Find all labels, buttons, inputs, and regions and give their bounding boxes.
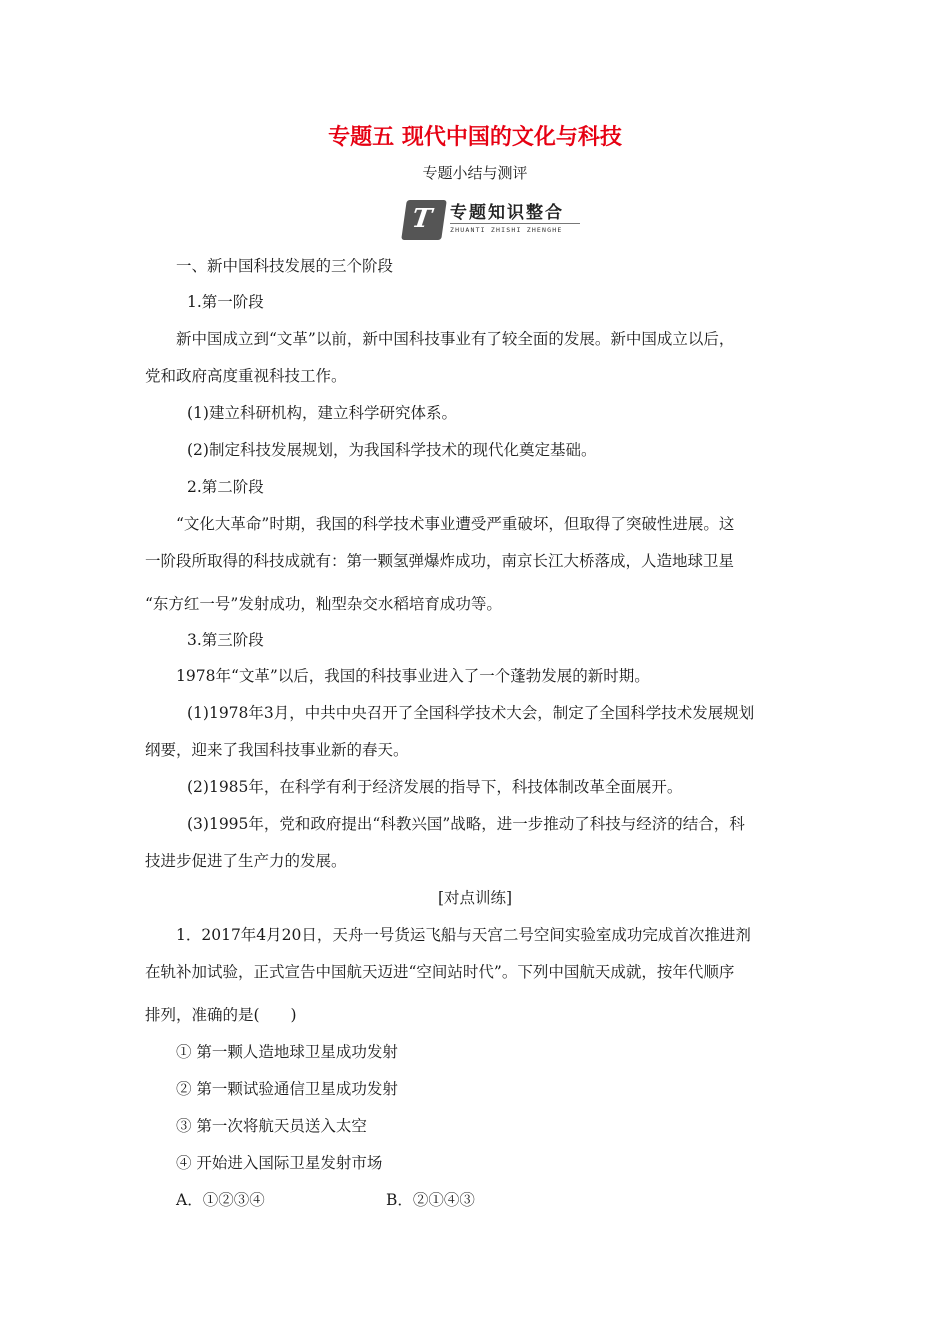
- list-item: (3)1995年，党和政府提出“科教兴国”战略，进一步推动了科技与经济的结合，科: [187, 815, 745, 833]
- question-text: 1．2017年4月20日，天舟一号货运飞船与天宫二号空间实验室成功完成首次推进剂: [176, 926, 751, 944]
- question-text: 在轨补加试验，正式宣告中国航天迈进“空间站时代”。下列中国航天成就，按年代顺序: [145, 963, 735, 981]
- stage-heading: 3.第三阶段: [187, 631, 264, 649]
- banner-pinyin: ZHUANTI ZHISHI ZHENGHE: [450, 226, 563, 234]
- banner-logo-icon: T: [401, 200, 447, 240]
- banner-rule: [450, 223, 580, 224]
- paragraph-line: 纲要，迎来了我国科技事业新的春天。: [145, 741, 409, 759]
- paragraph-line: 技进步促进了生产力的发展。: [145, 852, 347, 870]
- page-title: 专题五 现代中国的文化与科技: [328, 125, 622, 150]
- answer-choice-a: A．①②③④: [176, 1191, 265, 1209]
- question-text: 排列，准确的是( ): [145, 1006, 297, 1024]
- list-item: (1)建立科研机构，建立科学研究体系。: [187, 404, 457, 422]
- paragraph-line: “东方红一号”发射成功，籼型杂交水稻培育成功等。: [145, 595, 502, 613]
- question-option: ③ 第一次将航天员送入太空: [176, 1117, 367, 1135]
- page-subtitle: 专题小结与测评: [422, 164, 528, 182]
- stage-heading: 2.第二阶段: [187, 478, 264, 496]
- question-option: ② 第一颗试验通信卫星成功发射: [176, 1080, 398, 1098]
- section-banner: [404, 196, 580, 242]
- list-item: (1)1978年3月，中共中央召开了全国科学技术大会，制定了全国科学技术发展规划: [187, 704, 755, 722]
- paragraph-line: 1978年“文革”以后，我国的科技事业进入了一个蓬勃发展的新时期。: [176, 667, 650, 685]
- exercise-heading: [对点训练]: [437, 889, 513, 907]
- section-heading: 一、新中国科技发展的三个阶段: [176, 257, 394, 275]
- paragraph-line: 一阶段所取得的科技成就有：第一颗氢弹爆炸成功，南京长江大桥落成，人造地球卫星: [145, 552, 735, 570]
- banner-text: 专题知识整合: [450, 203, 564, 223]
- list-item: (2)1985年，在科学有利于经济发展的指导下，科技体制改革全面展开。: [187, 778, 683, 796]
- paragraph-line: 党和政府高度重视科技工作。: [145, 367, 347, 385]
- answer-choice-b: B．②①④③: [386, 1191, 475, 1209]
- question-option: ④ 开始进入国际卫星发射市场: [176, 1154, 383, 1172]
- paragraph-line: “文化大革命”时期，我国的科学技术事业遭受严重破坏，但取得了突破性进展。这: [176, 515, 735, 533]
- question-option: ① 第一颗人造地球卫星成功发射: [176, 1043, 398, 1061]
- paragraph-line: 新中国成立到“文革”以前，新中国科技事业有了较全面的发展。新中国成立以后，: [176, 330, 735, 348]
- stage-heading: 1.第一阶段: [187, 293, 264, 311]
- list-item: (2)制定科技发展规划，为我国科学技术的现代化奠定基础。: [187, 441, 597, 459]
